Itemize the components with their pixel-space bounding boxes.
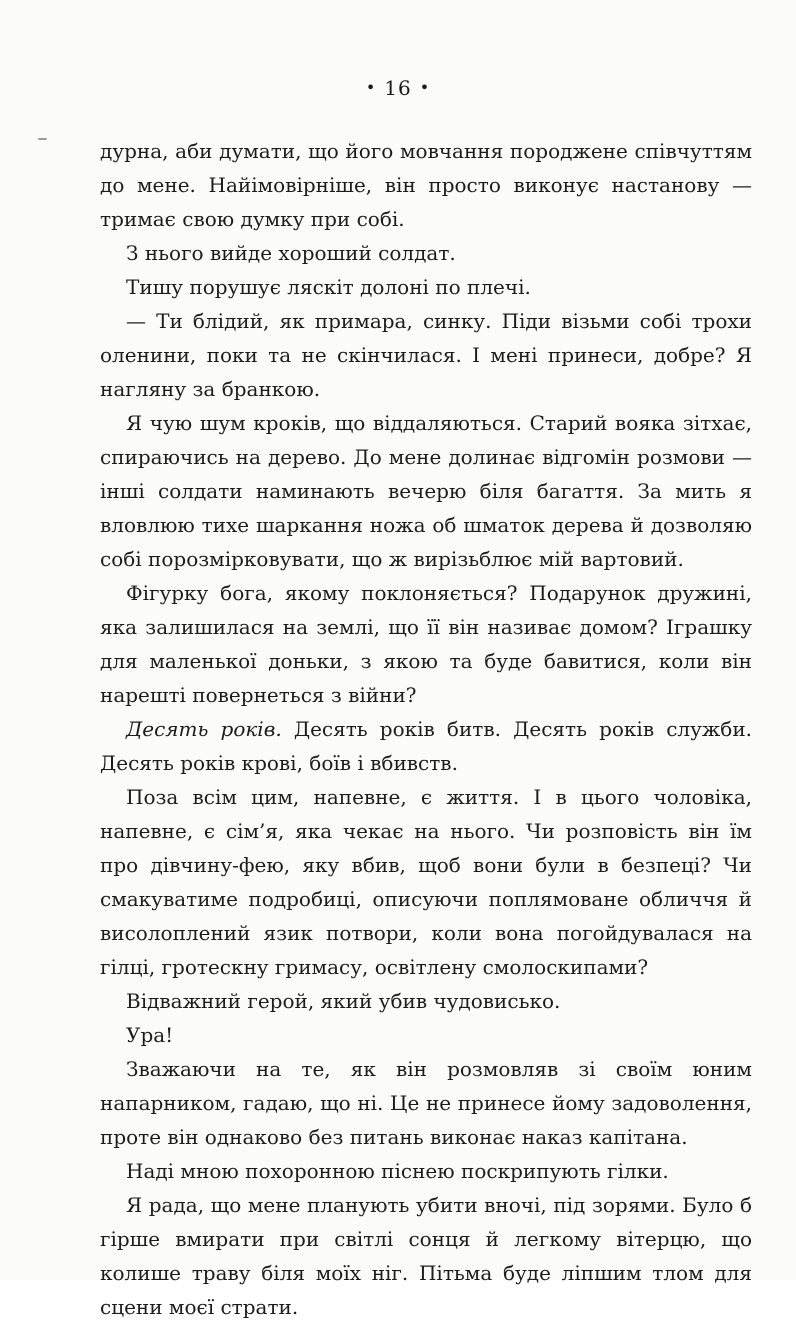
paragraph-3: Тишу порушує ляскіт долоні по плечі. <box>126 275 531 299</box>
paragraph-13: Я рада, що мене планують убити вночі, під зорями. Було б гірше вмирати при світлі сонця й легкому вітерцю, що колише траву біля моїх ніг. Пітьма буде ліпшим тлом для сцени моєї страти. <box>100 1193 752 1319</box>
paragraph-8: Поза всім цим, напевне, є життя. І в цього чоловіка, напевне, є сім’я, яка чекає на нього. Чи розповість він їм про дівчину-фею, яку вбив, щоб вони були в безпеці? Чи смакуватиме подробиці, описуючи поплямоване обличчя й висолоплений язик потвори, коли вона погойдувалася на гілці, гротескну гримасу, освітлену смолоскипами? <box>100 785 752 979</box>
paragraph-6: Фігурку бога, якому поклоняється? Подарунок дружині, яка залишилася на землі, що її він називає домом? Іграшку для маленької доньки, з якою та буде бавитися, коли він нарешті повернеться з війни? <box>100 581 752 707</box>
page-number-dot-left: • <box>365 78 377 97</box>
paragraph-5: Я чую шум кроків, що віддаляються. Старий вояка зітхає, спираючись на дерево. До мене долинає відгомін розмови — інші солдати наминають вечерю біля багаття. За мить я вловлюю тихе шаркання ножа об шматок дерева й дозволяю собі порозмірковувати, що ж вирізьблює мій вартовий. <box>100 411 752 571</box>
paragraph-2: З нього вийде хороший солдат. <box>126 241 456 265</box>
paragraph-12: Наді мною похоронною піснею поскрипують гілки. <box>126 1159 669 1183</box>
page-number-dot-right: • <box>419 78 431 97</box>
paragraph-7-italic: Десять років. <box>126 717 282 741</box>
paragraph-11: Зважаючи на те, як він розмовляв зі своїм юним напарником, гадаю, що ні. Це не принесе йому задоволення, проте він однаково без питань виконає наказ капітана. <box>100 1057 752 1149</box>
margin-mark <box>38 138 47 140</box>
paragraph-9: Відважний герой, який убив чудовисько. <box>126 989 561 1013</box>
paragraph-10: Ура! <box>126 1023 174 1047</box>
page-number: 16 <box>384 76 412 100</box>
paragraph-7 <box>100 712 752 780</box>
paragraph-4: — Ти блідий, як примара, синку. Піди візьми собі трохи оленини, поки та не скінчилася. І мені принеси, добре? Я нагляну за бранкою. <box>100 309 752 401</box>
paragraph-1: дурна, аби думати, що його мовчання породжене співчуттям до мене. Найімовірніше, він просто виконує настанову — тримає свою думку при собі. <box>100 139 752 231</box>
body-text <box>100 134 752 1324</box>
paragraph-7-rest: Десять років битв. Десять років служби. Десять років крові, боїв і вбивств. <box>100 717 753 775</box>
page-header <box>0 76 796 100</box>
